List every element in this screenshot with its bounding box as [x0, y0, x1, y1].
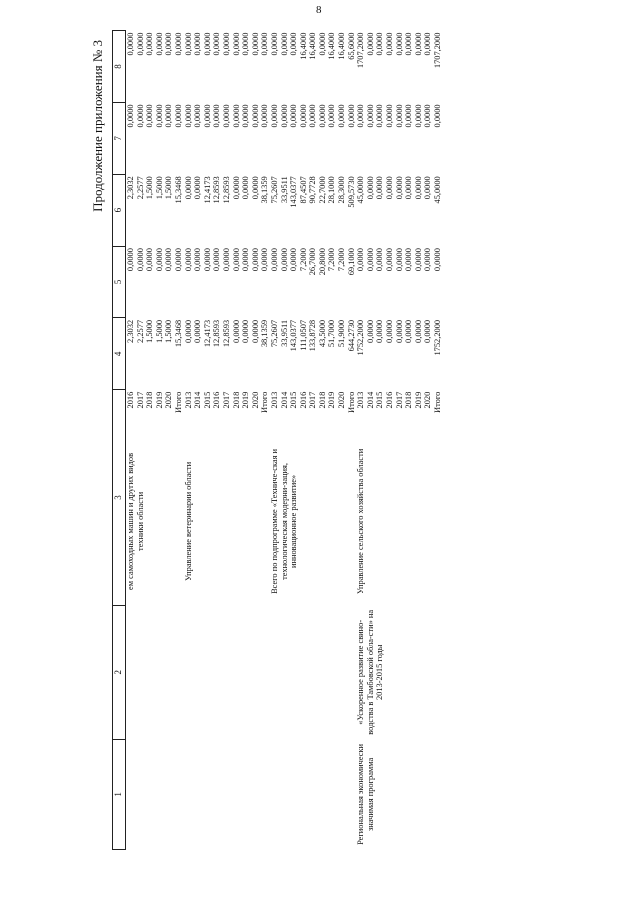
value-cell: 33,9511: [279, 319, 289, 347]
value-cell: 0,0000: [241, 319, 251, 343]
header-col-5: 5: [113, 246, 126, 318]
data-table: [112, 30, 443, 850]
value-cell: 0,0000: [231, 248, 241, 272]
value-cell: 12,8593: [212, 176, 222, 204]
year-cell: 2019: [241, 391, 251, 409]
value-cell: 0,0000: [413, 319, 423, 343]
year-cell: 2018: [145, 391, 155, 409]
value-cell: 12,8593: [212, 319, 222, 348]
year-cell: 2015: [375, 391, 385, 409]
value-cell: 0,0000: [193, 248, 203, 272]
value-cell: 1752,2000: [356, 319, 366, 356]
description-cell-col-3: ем самоходных машин и других видов техники области: [126, 452, 145, 590]
year-cell: 2020: [337, 391, 347, 409]
year-cell: 2016: [385, 391, 395, 409]
value-cell: 0,0000: [183, 32, 193, 56]
value-cell: 0,0000: [308, 104, 318, 128]
table-row: [184, 31, 194, 850]
description-cell-col-2: «Ускоренное развитие свино-водства в Тамбовской обла-сти» на 2013-2015 годы: [356, 609, 385, 735]
value-cell: 16,4000: [327, 32, 337, 60]
header-col-6: 6: [113, 174, 126, 246]
value-cell: 0,0000: [394, 319, 404, 343]
value-cell: 1,5000: [164, 319, 174, 343]
value-cell: 1,5000: [164, 176, 174, 200]
year-cell: Итого: [346, 391, 356, 413]
value-cell: 0,0000: [423, 104, 433, 128]
value-cell: 0,0000: [212, 32, 222, 56]
value-cell: 12,8593: [221, 176, 231, 204]
value-cell: 2,3032: [126, 176, 135, 200]
value-cell: 133,8728: [308, 319, 318, 352]
year-cell: 2013: [356, 391, 366, 409]
value-cell: 0,0000: [193, 104, 203, 128]
value-cell: 0,0000: [394, 176, 404, 200]
value-cell: 0,0000: [231, 319, 241, 343]
value-cell: 16,4000: [337, 32, 347, 60]
value-cell: 0,0000: [423, 319, 433, 343]
value-cell: 0,0000: [193, 32, 203, 56]
value-cell: 0,0000: [154, 104, 164, 128]
table-body: [126, 31, 443, 850]
year-cell: 2014: [193, 391, 203, 409]
value-cell: 0,0000: [365, 32, 375, 56]
value-cell: 0,0000: [250, 176, 260, 200]
value-cell: 43,5000: [317, 319, 327, 348]
value-cell: 65,6000: [346, 32, 356, 60]
header-col-7: 7: [113, 102, 126, 174]
value-cell: 0,0000: [164, 248, 174, 272]
value-cell: 0,0000: [164, 104, 174, 128]
value-cell: 0,0000: [433, 104, 442, 128]
year-cell: 2020: [250, 391, 260, 409]
value-cell: 16,4000: [298, 32, 308, 60]
value-cell: 0,0000: [164, 32, 174, 56]
value-cell: 7,2000: [327, 248, 337, 272]
value-cell: 0,0000: [221, 248, 231, 272]
value-cell: 0,0000: [193, 176, 203, 200]
year-cell: Итого: [173, 391, 183, 413]
value-cell: 0,0000: [365, 176, 375, 200]
page-number: 8: [316, 4, 322, 16]
table-row: [270, 31, 280, 850]
year-cell: 2016: [298, 391, 308, 409]
value-cell: 0,0000: [365, 104, 375, 128]
value-cell: 0,0000: [250, 104, 260, 128]
value-cell: 0,0000: [385, 319, 395, 343]
value-cell: 0,0000: [385, 176, 395, 200]
value-cell: 0,0000: [135, 248, 145, 272]
value-cell: 0,0000: [183, 248, 193, 272]
value-cell: 0,0000: [250, 248, 260, 272]
value-cell: 15,3468: [173, 176, 183, 204]
year-cell: 2018: [317, 391, 327, 409]
year-cell: 2014: [279, 391, 289, 409]
table-row: [126, 31, 136, 850]
value-cell: 0,0000: [365, 319, 375, 343]
value-cell: 0,0000: [269, 32, 279, 56]
value-cell: 1,5000: [145, 319, 155, 343]
value-cell: 0,0000: [173, 32, 183, 56]
year-cell: 2017: [221, 391, 231, 409]
value-cell: 0,0000: [241, 32, 251, 56]
year-cell: 2013: [269, 391, 279, 409]
value-cell: 45,0000: [433, 176, 442, 204]
value-cell: 0,0000: [385, 32, 395, 56]
value-cell: 0,0000: [212, 104, 222, 128]
year-cell: 2014: [365, 391, 375, 409]
value-cell: 143,0377: [289, 319, 299, 352]
year-cell: 2016: [126, 391, 135, 409]
value-cell: 38,1359: [260, 319, 270, 348]
value-cell: 0,0000: [423, 32, 433, 56]
value-cell: 0,0000: [183, 104, 193, 128]
description-cell-col-3: Управление сельского хозяйства области: [356, 448, 366, 595]
value-cell: 0,0000: [231, 104, 241, 128]
description-cell-col-2: [270, 605, 356, 739]
value-cell: 0,0000: [375, 248, 385, 272]
value-cell: 0,0000: [269, 248, 279, 272]
value-cell: 0,0000: [279, 248, 289, 272]
value-cell: 22,7000: [317, 176, 327, 204]
description-cell-col-1: [270, 739, 356, 849]
description-cell-col-3: Управление ветеринарии области: [183, 461, 193, 582]
value-cell: 0,0000: [241, 104, 251, 128]
table-row: [356, 31, 366, 850]
value-cell: 0,0000: [404, 32, 414, 56]
value-cell: 1707,2000: [433, 32, 442, 69]
value-cell: 0,0000: [231, 32, 241, 56]
year-cell: 2018: [231, 391, 241, 409]
value-cell: 0,0000: [202, 32, 212, 56]
value-cell: 0,0000: [404, 319, 414, 343]
value-cell: 75,2607: [269, 176, 279, 204]
value-cell: 20,8000: [317, 248, 327, 276]
value-cell: 0,0000: [317, 104, 327, 128]
year-cell: 2018: [404, 391, 414, 409]
value-cell: 51,7000: [327, 319, 337, 348]
value-cell: 0,0000: [260, 32, 270, 56]
value-cell: 7,2000: [298, 248, 308, 272]
value-cell: 0,0000: [365, 248, 375, 272]
header-col-1: 1: [113, 739, 126, 849]
value-cell: 0,0000: [404, 248, 414, 272]
value-cell: 1,5000: [145, 176, 155, 200]
year-cell: Итого: [260, 391, 270, 413]
value-cell: 33,9511: [279, 176, 289, 204]
value-cell: 0,0000: [260, 248, 270, 272]
value-cell: 143,0377: [289, 176, 299, 208]
value-cell: 0,0000: [375, 176, 385, 200]
value-cell: 12,4173: [202, 176, 212, 204]
description-cell-col-2: [126, 605, 184, 739]
value-cell: 1,5000: [154, 176, 164, 200]
value-cell: 0,0000: [250, 319, 260, 343]
value-cell: 0,0000: [241, 176, 251, 200]
value-cell: 0,0000: [404, 176, 414, 200]
value-cell: 644,2730: [346, 319, 356, 352]
value-cell: 90,7728: [308, 176, 318, 204]
value-cell: 0,0000: [135, 104, 145, 128]
value-cell: 0,0000: [375, 104, 385, 128]
value-cell: 0,0000: [394, 104, 404, 128]
value-cell: 0,0000: [279, 32, 289, 56]
value-cell: 12,8593: [221, 319, 231, 348]
year-cell: 2020: [164, 391, 174, 409]
value-cell: 0,0000: [423, 248, 433, 272]
year-cell: 2017: [135, 391, 145, 409]
value-cell: 0,0000: [135, 32, 145, 56]
value-cell: 28,3000: [337, 176, 347, 204]
value-cell: 12,4173: [202, 319, 212, 348]
value-cell: 15,3468: [173, 319, 183, 348]
value-cell: 0,0000: [193, 319, 203, 343]
value-cell: 0,0000: [317, 32, 327, 56]
year-cell: 2016: [212, 391, 222, 409]
value-cell: 2,2577: [135, 319, 145, 343]
year-cell: 2015: [202, 391, 212, 409]
value-cell: 45,0000: [356, 176, 366, 204]
value-cell: 0,0000: [289, 32, 299, 56]
year-cell: 2020: [423, 391, 433, 409]
value-cell: 0,0000: [375, 32, 385, 56]
year-cell: 2019: [413, 391, 423, 409]
value-cell: 26,7000: [308, 248, 318, 276]
header-col-8: 8: [113, 31, 126, 103]
value-cell: 0,0000: [356, 104, 366, 128]
description-cell-col-3: Всего по подпрограмме «Техниче-ская и технологическая модерни-зация, инновационное развитие»: [269, 448, 299, 594]
value-cell: 0,0000: [269, 104, 279, 128]
value-cell: 0,0000: [241, 248, 251, 272]
appendix-title: Продолжение приложения № 3: [90, 40, 105, 212]
value-cell: 0,0000: [212, 248, 222, 272]
value-cell: 1,5000: [154, 319, 164, 343]
value-cell: 0,0000: [145, 104, 155, 128]
value-cell: 0,0000: [202, 104, 212, 128]
year-cell: 2019: [327, 391, 337, 409]
value-cell: 509,5730: [346, 176, 356, 208]
value-cell: 111,0507: [298, 319, 308, 351]
value-cell: 0,0000: [337, 104, 347, 128]
year-cell: 2015: [289, 391, 299, 409]
value-cell: 0,0000: [413, 176, 423, 200]
value-cell: 0,0000: [126, 104, 135, 128]
year-cell: 2019: [154, 391, 164, 409]
value-cell: 7,2000: [337, 248, 347, 272]
value-cell: 0,0000: [221, 32, 231, 56]
description-cell-col-2: [184, 605, 270, 739]
description-cell-col-1: [126, 739, 184, 849]
value-cell: 1752,2000: [433, 319, 442, 356]
value-cell: 2,2577: [135, 176, 145, 200]
value-cell: 75,2607: [269, 319, 279, 348]
value-cell: 0,0000: [154, 248, 164, 272]
value-cell: 0,0000: [413, 32, 423, 56]
value-cell: 0,0000: [221, 104, 231, 128]
value-cell: 0,0000: [250, 32, 260, 56]
value-cell: 0,0000: [126, 32, 135, 56]
value-cell: 1707,2000: [356, 32, 366, 69]
value-cell: 0,0000: [279, 104, 289, 128]
value-cell: 0,0000: [346, 104, 356, 128]
value-cell: 28,1000: [327, 176, 337, 204]
value-cell: 0,0000: [126, 248, 135, 272]
value-cell: 0,0000: [404, 104, 414, 128]
value-cell: 0,0000: [173, 248, 183, 272]
description-cell-col-1: [184, 739, 270, 849]
value-cell: 0,0000: [183, 319, 193, 343]
value-cell: 0,0000: [173, 104, 183, 128]
value-cell: 0,0000: [145, 32, 155, 56]
value-cell: 87,4507: [298, 176, 308, 204]
value-cell: 69,1000: [346, 248, 356, 276]
value-cell: 0,0000: [145, 248, 155, 272]
value-cell: 0,0000: [394, 32, 404, 56]
value-cell: 51,9000: [337, 319, 347, 348]
value-cell: 0,0000: [298, 104, 308, 128]
year-cell: Итого: [433, 391, 442, 413]
header-col-2: 2: [113, 605, 126, 739]
value-cell: 0,0000: [385, 248, 395, 272]
value-cell: 0,0000: [231, 176, 241, 200]
rotated-page: [90, 30, 610, 850]
value-cell: 0,0000: [413, 248, 423, 272]
value-cell: 0,0000: [260, 104, 270, 128]
value-cell: 2,3032: [126, 319, 135, 343]
value-cell: 0,0000: [413, 104, 423, 128]
value-cell: 0,0000: [356, 248, 366, 272]
value-cell: 0,0000: [327, 104, 337, 128]
description-cell-col-1: Региональная экономически значимая программа: [356, 743, 375, 845]
value-cell: 0,0000: [202, 248, 212, 272]
value-cell: 16,4000: [308, 32, 318, 60]
header-col-4: 4: [113, 318, 126, 390]
value-cell: 0,0000: [394, 248, 404, 272]
value-cell: 0,0000: [423, 176, 433, 200]
value-cell: 0,0000: [183, 176, 193, 200]
header-col-3: 3: [113, 390, 126, 606]
header-row: [113, 31, 126, 850]
value-cell: 0,0000: [289, 104, 299, 128]
year-cell: 2017: [308, 391, 318, 409]
value-cell: 0,0000: [154, 32, 164, 56]
year-cell: 2013: [183, 391, 193, 409]
year-cell: 2017: [394, 391, 404, 409]
value-cell: 0,0000: [375, 319, 385, 343]
value-cell: 38,1359: [260, 176, 270, 204]
value-cell: 0,0000: [289, 248, 299, 272]
value-cell: 0,0000: [385, 104, 395, 128]
value-cell: 0,0000: [433, 248, 442, 272]
